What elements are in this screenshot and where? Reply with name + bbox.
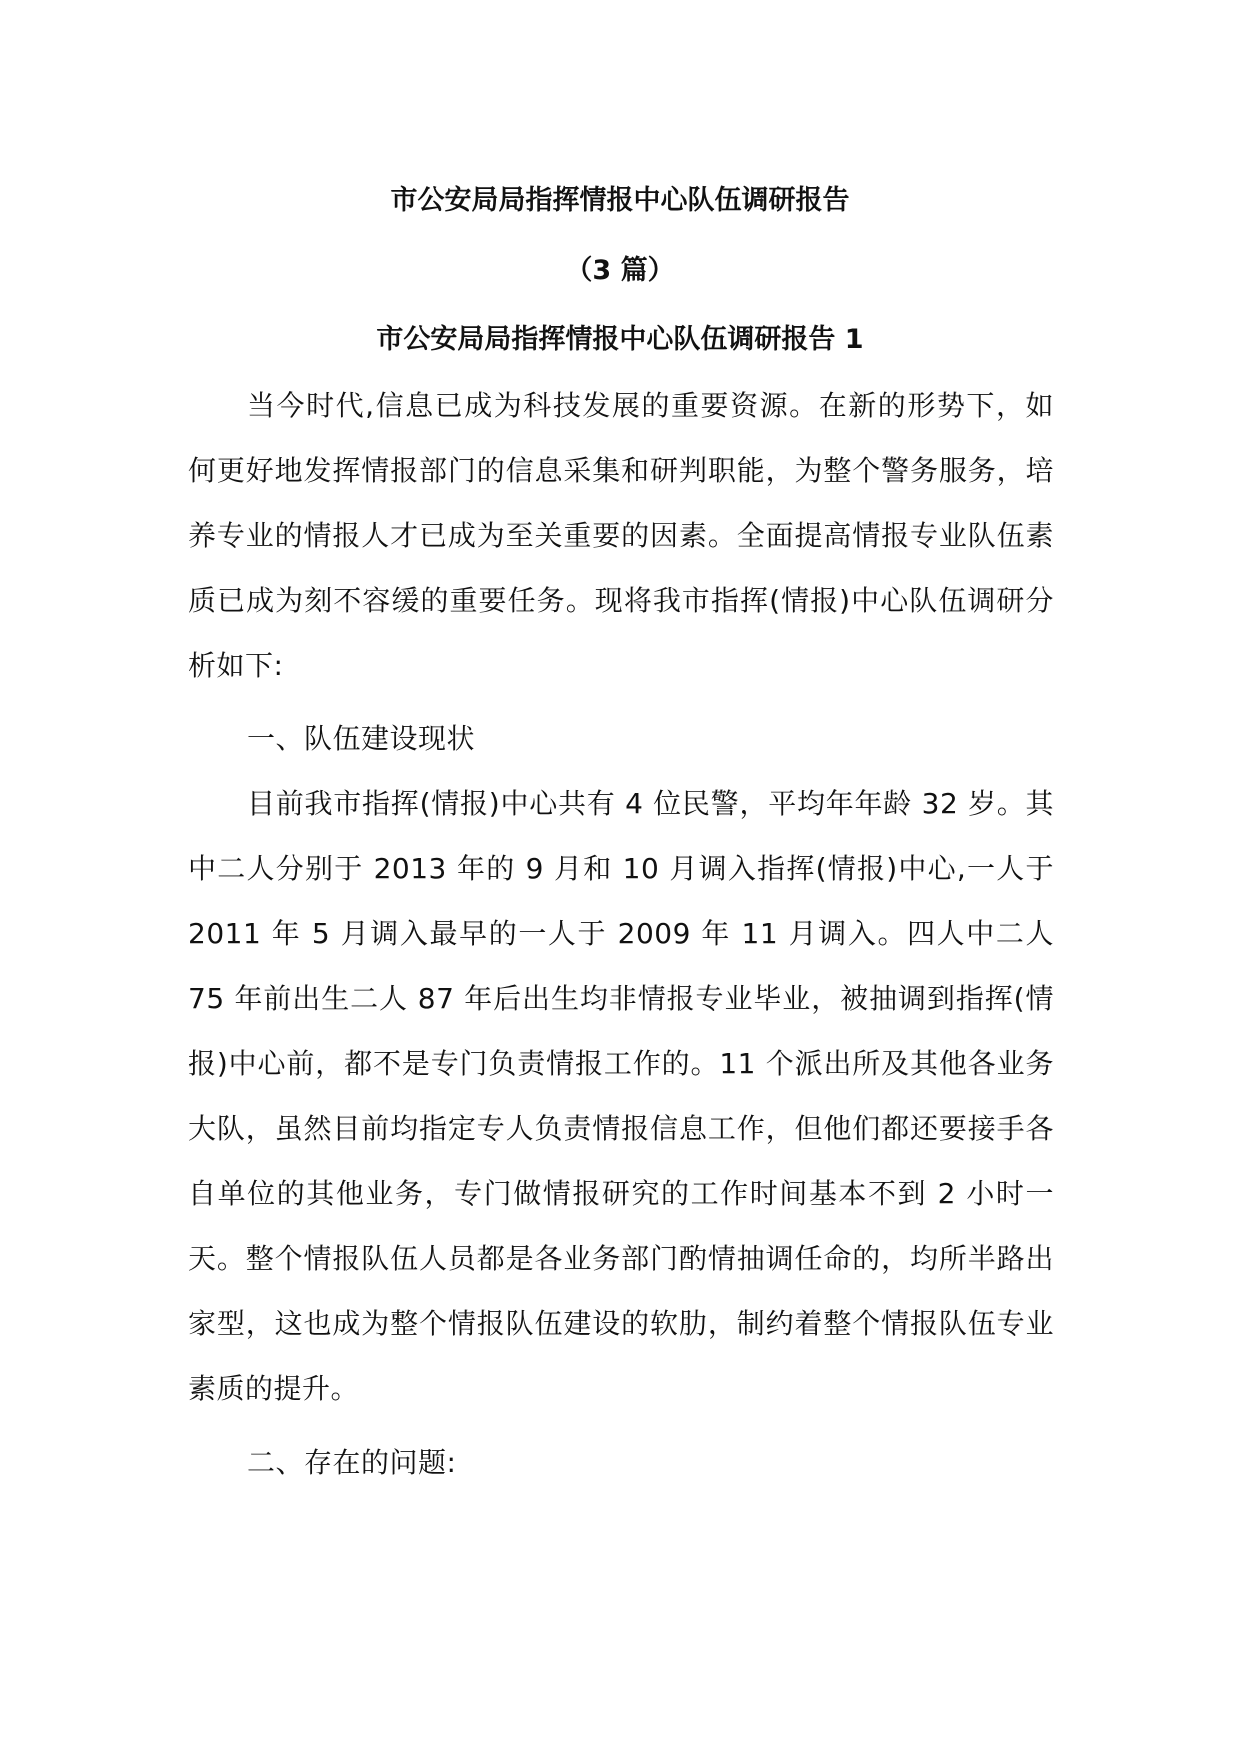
status-paragraph: 目前我市指挥(情报)中心共有 4 位民警，平均年年龄 32 岁。其中二人分别于 2013 年的 9 月和 10 月调入指挥(情报)中心,一人于 2011 年 5 月调入最早的一人于 2009 年 11 月调入。四人中二人 75 年前出生二人 87 年后出生均非情报专业毕业，被抽调到指挥(情报)中心前，都不是专门负责情报工作的。11 个派出所及其他各业务大队，虽然目前均指定专人负责情报信息工作，但他们都还要接手各自单位的其他业务，专门做情报研究的工作时间基本不到 2 小时一天。整个情报队伍人员都是各业务部门酌情抽调任命的，均所半路出家型，这也成为整个情报队伍建设的软肋，制约着整个情报队伍专业素质的提升。 [188, 787, 1054, 1405]
intro-paragraph: 当今时代,信息已成为科技发展的重要资源。在新的形势下，如何更好地发挥情报部门的信息采集和研判职能，为整个警务服务，培养专业的情报人才已成为至关重要的因素。全面提高情报专业队伍素质已成为刻不容缓的重要任务。现将我市指挥(情报)中心队伍调研分析如下: [188, 389, 1054, 682]
document-title-count: （3 篇） [565, 255, 675, 286]
document-title: 市公安局局指挥情报中心队伍调研报告 [390, 185, 850, 216]
section-heading-status: 一、队伍建设现状 [247, 722, 476, 755]
section-title: 市公安局局指挥情报中心队伍调研报告 1 [376, 324, 864, 355]
section-heading-problems: 二、存在的问题: [247, 1446, 457, 1479]
